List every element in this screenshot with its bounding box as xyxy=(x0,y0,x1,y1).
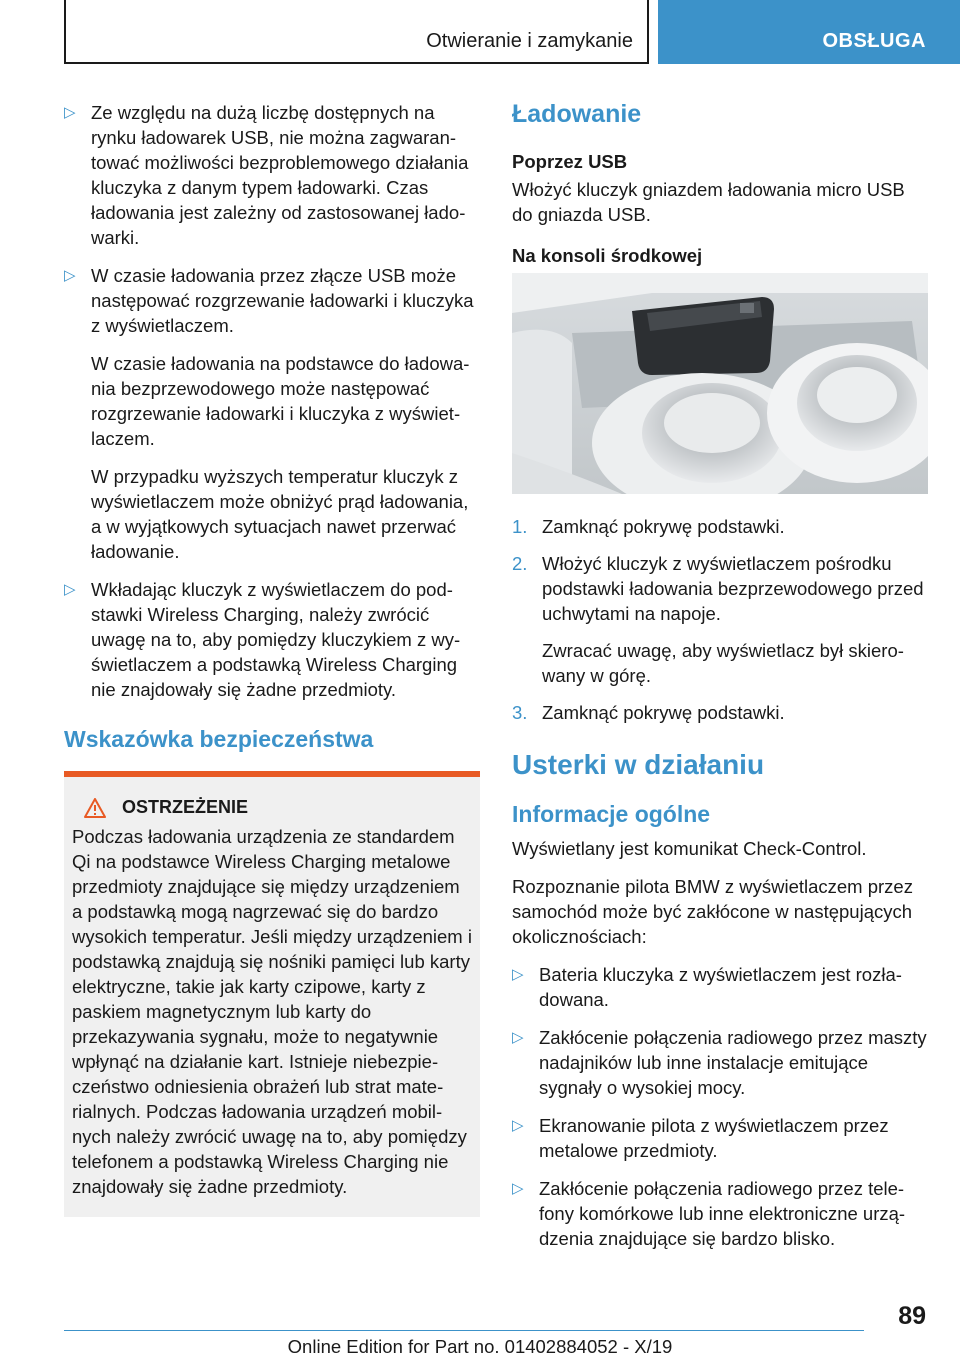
step-text: Włożyć kluczyk z wyświetlaczem pośrodku podstawki ładowania bezprzewodowego przed uchwytami na napoje. xyxy=(542,553,924,624)
safety-heading: Wskazówka bezpieczeństwa xyxy=(64,726,374,752)
charging-heading: Ładowanie xyxy=(512,100,642,128)
bullet-item xyxy=(64,577,480,702)
bullet-item xyxy=(64,100,480,250)
usb-heading: Poprzez USB xyxy=(512,151,628,172)
console-heading: Na konsoli środkowej xyxy=(512,245,703,266)
faults-heading: Usterki w działaniu xyxy=(512,749,765,780)
bullet-text: Ze względu na dużą liczbę dostępnych na rynku ładowarek USB, nie można zagwarantować możliwości bezproblemowego działania kluczyka z danym typem ładowarki. Czas ładowania jest zależny od zastosowanej ładowarki. xyxy=(91,102,469,248)
bullet-text: Zakłócenie połączenia radiowego przez maszty nadajników lub inne instalacje emitujące sygnały o wysokiej mocy. xyxy=(539,1027,927,1098)
info-heading: Informacje ogólne xyxy=(512,801,711,827)
page-number: 89 xyxy=(898,1302,926,1330)
bullet-triangle-icon: ▷ xyxy=(512,1117,524,1134)
bullet-triangle-icon: ▷ xyxy=(64,581,76,598)
header-frame xyxy=(64,0,649,64)
section-label: OBSŁUGA xyxy=(822,30,926,52)
bullet-text: Wkładając kluczyk z wyświetlaczem do podstawki Wireless Charging, należy zwrócić uwagę na to, aby pomiędzy kluczykiem z wyświetlaczem a podstawką Wireless Charging nie znajdowały się żadne przedmioty. xyxy=(91,579,461,700)
bullet-text: Bateria kluczyka z wyświetlaczem jest rozładowana. xyxy=(539,964,902,1010)
bullet-sub-paragraph: W czasie ładowania na podstawce do ładowania bezprzewodowego może następować rozgrzewanie ładowarki i kluczyka z wyświetlaczem. xyxy=(91,353,470,449)
step-note: Zwracać uwagę, aby wyświetlacz był skierowany w górę. xyxy=(542,640,904,686)
step-number: 1. xyxy=(512,516,528,537)
warning-header xyxy=(72,797,472,818)
info-paragraph: Rozpoznanie pilota BMW z wyświetlaczem przez samochód może być zakłócone w następujących okolicznościach: xyxy=(512,876,913,947)
bullet-triangle-icon: ▷ xyxy=(512,1180,524,1197)
step-text: Zamknąć pokrywę podstawki. xyxy=(542,702,785,723)
left-column xyxy=(64,100,480,1217)
usb-text: Włożyć kluczyk gniazdem ładowania micro USB do gniazda USB. xyxy=(512,179,905,225)
warning-triangle-icon xyxy=(84,798,106,818)
step-item xyxy=(512,551,930,688)
center-console-photo xyxy=(512,273,928,494)
bullet-item xyxy=(512,1025,930,1100)
info-paragraph: Wyświetlany jest komunikat Check-Control. xyxy=(512,838,867,859)
bullet-text: Zakłócenie połączenia radiowego przez telefony komórkowe lub inne elektroniczne urządzenia znajdujące się bardzo blisko. xyxy=(539,1178,906,1249)
right-column xyxy=(512,100,930,1264)
warning-label: OSTRZEŻENIE xyxy=(122,797,249,817)
warning-box xyxy=(64,771,480,1217)
bullet-item xyxy=(512,1113,930,1163)
bullet-sub-paragraph: W przypadku wyższych temperatur kluczyk z wyświetlaczem może obniżyć prąd ładowania, a w wyjątkowych sytuacjach nawet przerwać ładowanie. xyxy=(91,466,469,562)
bullet-triangle-icon: ▷ xyxy=(64,267,76,284)
step-number: 3. xyxy=(512,702,528,723)
chapter-title: Otwieranie i zamykanie xyxy=(426,30,633,52)
warning-text: Podczas ładowania urządzenia ze standardem Qi na podstawce Wireless Charging metalowe przedmioty znajdujące się między urządzeniem a podstawką mogą nagrzewać się do bardzo wysokich temperatur. Jeśli między urządzeniem i podstawką znajdują się nośniki pamięci lub karty elektryczne, takie jak karty czipowe, karty z paskiem magnetycznym lub karty do przekazywania sygnału, może to negatywnie wpłynąć na działanie kart. Istnieje niebezpieczeństwo odniesienia obrażeń lub strat materialnych. Podczas ładowania urządzeń mobilnych należy zwrócić uwagę na to, aby pomiędzy telefonem a podstawką Wireless Charging nie znajdowały się żadne przedmioty. xyxy=(72,826,472,1197)
bullet-item xyxy=(512,1176,930,1251)
section-tab xyxy=(658,0,960,64)
bullet-triangle-icon: ▷ xyxy=(512,966,524,983)
bullet-triangle-icon: ▷ xyxy=(512,1029,524,1046)
step-text: Zamknąć pokrywę podstawki. xyxy=(542,516,785,537)
bullet-item xyxy=(64,263,480,564)
bullet-text: Ekranowanie pilota z wyświetlaczem przez metalowe przedmioty. xyxy=(539,1115,889,1161)
step-item xyxy=(512,700,930,725)
step-item xyxy=(512,514,930,539)
step-number: 2. xyxy=(512,553,528,574)
bullet-triangle-icon: ▷ xyxy=(64,104,76,121)
footer-text: Online Edition for Part no. 01402884052 - X/19 xyxy=(287,1336,673,1357)
footer-divider xyxy=(64,1330,864,1331)
bullet-item xyxy=(512,962,930,1012)
bullet-text: W czasie ładowania przez złącze USB może następować rozgrzewanie ładowarki i kluczyka z wyświetlaczem. xyxy=(91,265,474,336)
